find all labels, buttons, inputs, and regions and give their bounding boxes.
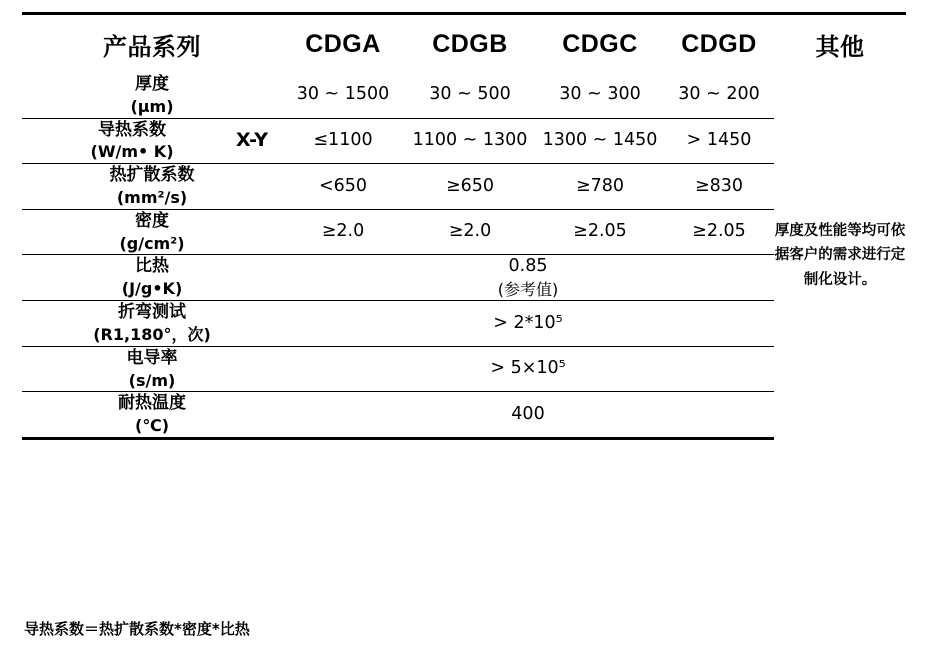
cell-thickness-cdgb: 30 ~ 500 xyxy=(404,73,536,118)
row-label-text: 厚度 xyxy=(135,74,169,94)
row-unit-text: (mm²/s) xyxy=(116,188,188,207)
cell-diffusivity-cdgd: ≥830 xyxy=(664,164,774,210)
row-label-heat-resistance xyxy=(22,392,282,439)
row-label-thickness xyxy=(22,73,282,118)
row-label-specific-heat xyxy=(22,255,282,301)
row-axis-label: X-Y xyxy=(236,128,268,151)
table-row xyxy=(22,346,906,392)
row-unit-text: (g/cm²) xyxy=(119,233,185,253)
cell-density-cdgb: ≥2.0 xyxy=(404,209,536,255)
row-unit-text: (J/g•K) xyxy=(121,279,183,299)
cell-diffusivity-cdgc: ≥780 xyxy=(536,164,664,210)
cell-bending-test-value xyxy=(282,301,774,347)
header-other: 其他 xyxy=(815,32,865,61)
row-unit-text: (℃) xyxy=(135,416,169,436)
row-label-text: 导热系数 xyxy=(98,119,167,140)
table-row xyxy=(22,392,906,439)
header-cdgb: CDGB xyxy=(432,29,508,58)
cell-electrical-conductivity-value xyxy=(282,346,774,392)
table-row xyxy=(22,209,906,255)
cell-conductivity-cdga: ≤1100 xyxy=(282,118,404,164)
cell-diffusivity-cdgb: ≥650 xyxy=(404,164,536,210)
footnote: 导热系数＝热扩散系数*密度*比热 xyxy=(24,620,250,638)
row-label-text: 电导率 xyxy=(126,347,178,368)
row-unit-text: (R1,180°，次) xyxy=(93,325,211,345)
row-label-electrical-conductivity xyxy=(22,346,282,392)
row-label-thermal-diffusivity xyxy=(22,164,282,210)
header-cdgc: CDGC xyxy=(562,29,638,58)
note-cell: 厚度及性能等均可依据客户的需求进行定制化设计。 xyxy=(774,222,906,289)
row-unit-text: (μm) xyxy=(130,96,174,116)
value-main: 400 xyxy=(511,403,545,424)
table-header-row xyxy=(22,14,906,74)
cell-thickness-cdga: 30 ~ 1500 xyxy=(282,73,404,118)
header-series: 产品系列 xyxy=(103,32,201,61)
row-label-text: 耐热温度 xyxy=(118,393,186,414)
cell-density-cdga: ≥2.0 xyxy=(282,209,404,255)
value-main: > 5×10⁵ xyxy=(490,358,566,379)
cell-diffusivity-cdga: <650 xyxy=(282,164,404,210)
row-label-text: 密度 xyxy=(135,210,169,231)
value-main: > 2*10⁵ xyxy=(493,312,563,333)
header-cdga: CDGA xyxy=(305,29,381,58)
cell-conductivity-cdgc: 1300 ~ 1450 xyxy=(536,118,664,164)
cell-thickness-cdgc: 30 ~ 300 xyxy=(536,73,664,118)
value-main: 0.85 xyxy=(508,256,548,277)
cell-heat-resistance-value xyxy=(282,392,774,439)
table-row xyxy=(22,164,906,210)
row-label-text: 比热 xyxy=(135,256,169,277)
cell-thickness-cdgd: 30 ~ 200 xyxy=(664,73,774,118)
row-unit-text: (W/m• K) xyxy=(90,142,174,162)
cell-conductivity-cdgb: 1100 ~ 1300 xyxy=(404,118,536,164)
table-row xyxy=(22,301,906,347)
product-spec-table xyxy=(22,12,906,440)
cell-density-cdgc: ≥2.05 xyxy=(536,209,664,255)
row-label-thermal-conductivity xyxy=(22,118,282,164)
cell-conductivity-cdgd: > 1450 xyxy=(664,118,774,164)
header-cdgd: CDGD xyxy=(681,29,757,58)
row-label-text: 热扩散系数 xyxy=(109,165,195,186)
row-label-bending-test xyxy=(22,301,282,347)
cell-specific-heat-value xyxy=(282,255,774,301)
table-row xyxy=(22,73,906,118)
table-row xyxy=(22,118,906,164)
row-unit-text: (s/m) xyxy=(128,370,176,390)
row-label-density xyxy=(22,209,282,255)
row-label-text: 折弯测试 xyxy=(118,302,186,323)
value-sub: (参考值) xyxy=(497,279,559,299)
table-row xyxy=(22,255,906,301)
cell-density-cdgd: ≥2.05 xyxy=(664,209,774,255)
